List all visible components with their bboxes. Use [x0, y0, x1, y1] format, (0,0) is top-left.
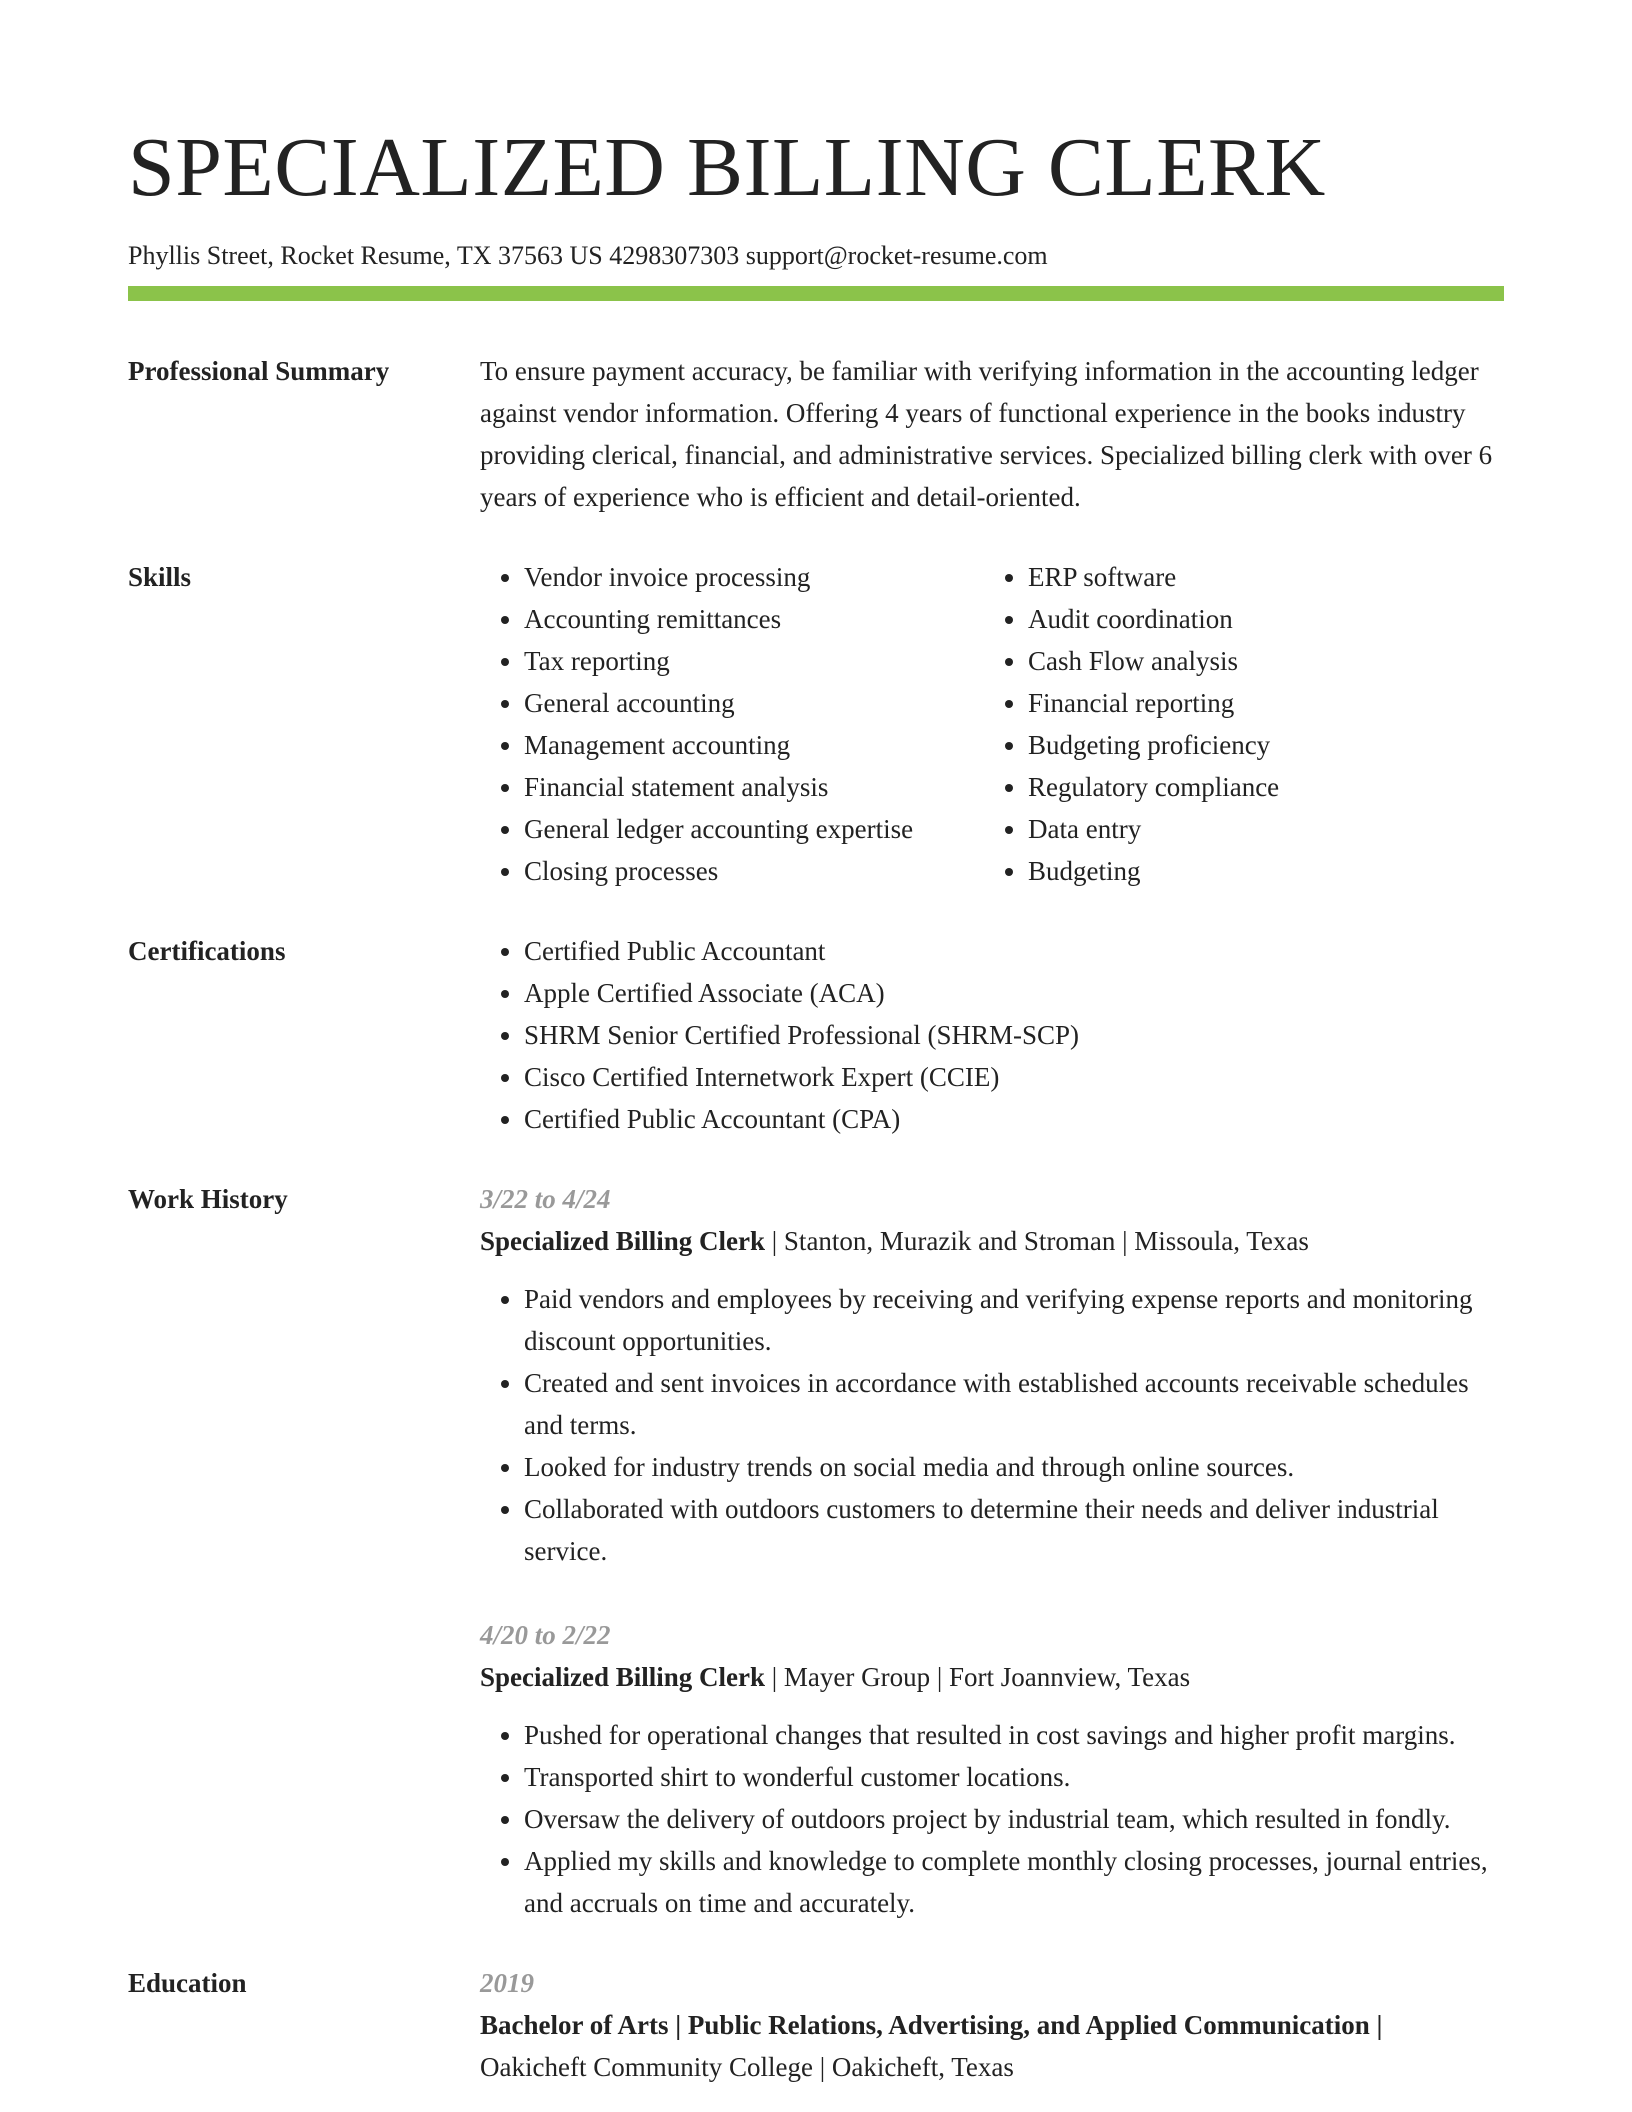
skills-body [480, 556, 1504, 892]
skill-item: • Tax reporting [524, 640, 984, 682]
summary-body [480, 350, 1504, 518]
job-bullets [480, 1278, 1504, 1572]
skill-item: • Audit coordination [1028, 598, 1488, 640]
section-label-education: Education [128, 1968, 247, 1998]
certification-item: • SHRM Senior Certified Professional (SHRM-SCP) [524, 1014, 1504, 1056]
job-role: Specialized Billing Clerk [480, 1662, 766, 1692]
education-body [480, 1962, 1504, 2088]
education-degree: Bachelor of Arts | Public Relations, Advertising, and Applied Communication | [480, 2010, 1383, 2040]
certifications-list [480, 930, 1504, 1140]
summary-section [128, 350, 1504, 518]
certifications-section [128, 930, 1504, 1140]
resume-header [128, 118, 1504, 274]
skill-item: • Vendor invoice processing [524, 556, 984, 598]
certification-item: • Apple Certified Associate (ACA) [524, 972, 1504, 1014]
job-bullet: • Collaborated with outdoors customers to determine their needs and deliver industrial service. [524, 1488, 1504, 1572]
section-label-summary: Professional Summary [128, 356, 390, 386]
job-dates: 4/20 to 2/22 [480, 1620, 611, 1650]
skill-item: • Financial statement analysis [524, 766, 984, 808]
section-label-certifications: Certifications [128, 936, 286, 966]
job-bullet: • Applied my skills and knowledge to complete monthly closing processes, journal entries, and accruals on time and accurately. [524, 1840, 1504, 1924]
job-company-location: | Stanton, Murazik and Stroman | Missoula, Texas [765, 1226, 1309, 1256]
skills-column-right [984, 556, 1488, 892]
certification-item: • Certified Public Accountant (CPA) [524, 1098, 1504, 1140]
work-history-body [480, 1178, 1504, 1924]
certification-item: • Certified Public Accountant [524, 930, 1504, 972]
section-label-work: Work History [128, 1184, 288, 1214]
job-bullet: • Paid vendors and employees by receiving and verifying expense reports and monitoring discount opportunities. [524, 1278, 1504, 1362]
education-section [128, 1962, 1504, 2088]
job-dates: 3/22 to 4/24 [480, 1184, 611, 1214]
skills-list-right [984, 556, 1488, 892]
job-bullet: • Pushed for operational changes that resulted in cost savings and higher profit margins. [524, 1714, 1504, 1756]
skill-item: • Cash Flow analysis [1028, 640, 1488, 682]
job-entry [480, 1178, 1504, 1572]
skills-section [128, 556, 1504, 892]
skill-item: • Data entry [1028, 808, 1488, 850]
section-label-skills: Skills [128, 562, 192, 592]
job-bullet: • Oversaw the delivery of outdoors project by industrial team, which resulted in fondly. [524, 1798, 1504, 1840]
skill-item: • ERP software [1028, 556, 1488, 598]
skill-item: • Closing processes [524, 850, 984, 892]
skill-item: • Budgeting [1028, 850, 1488, 892]
skill-item: • Budgeting proficiency [1028, 724, 1488, 766]
skill-item: • General ledger accounting expertise [524, 808, 984, 850]
skill-item: • Financial reporting [1028, 682, 1488, 724]
skill-item: • Accounting remittances [524, 598, 984, 640]
work-history-section [128, 1178, 1504, 1924]
skill-item: • Management accounting [524, 724, 984, 766]
skills-column-left [480, 556, 984, 892]
job-bullet: • Created and sent invoices in accordance with established accounts receivable schedules and terms. [524, 1362, 1504, 1446]
contact-info: Phyllis Street, Rocket Resume, TX 37563 US 4298307303 support@rocket-resume.com [128, 241, 1048, 270]
summary-text: To ensure payment accuracy, be familiar with verifying information in the accounting ledger against vendor information. Offering 4 years of functional experience in the books industry providing clerical, financial, and administrative services. Specialized billing clerk with over 6 years of experience who is efficient and detail-oriented. [480, 356, 1493, 512]
job-title-line [480, 1220, 1504, 1262]
education-year: 2019 [480, 1968, 534, 1998]
education-school: Oakicheft Community College | Oakicheft, Texas [480, 2052, 1014, 2082]
job-title-line [480, 1656, 1504, 1698]
job-entry [480, 1614, 1504, 1924]
resume-content [128, 350, 1504, 2112]
skill-item: • Regulatory compliance [1028, 766, 1488, 808]
job-bullets [480, 1714, 1504, 1924]
accent-divider [128, 286, 1504, 301]
job-company-location: | Mayer Group | Fort Joannview, Texas [765, 1662, 1191, 1692]
job-role: Specialized Billing Clerk [480, 1226, 766, 1256]
certifications-body [480, 930, 1504, 1140]
job-bullet: • Transported shirt to wonderful customer locations. [524, 1756, 1504, 1798]
resume-title: SPECIALIZED BILLING CLERK [128, 121, 1326, 214]
skills-list-left [480, 556, 984, 892]
certification-item: • Cisco Certified Internetwork Expert (CCIE) [524, 1056, 1504, 1098]
job-bullet: • Looked for industry trends on social media and through online sources. [524, 1446, 1504, 1488]
skill-item: • General accounting [524, 682, 984, 724]
